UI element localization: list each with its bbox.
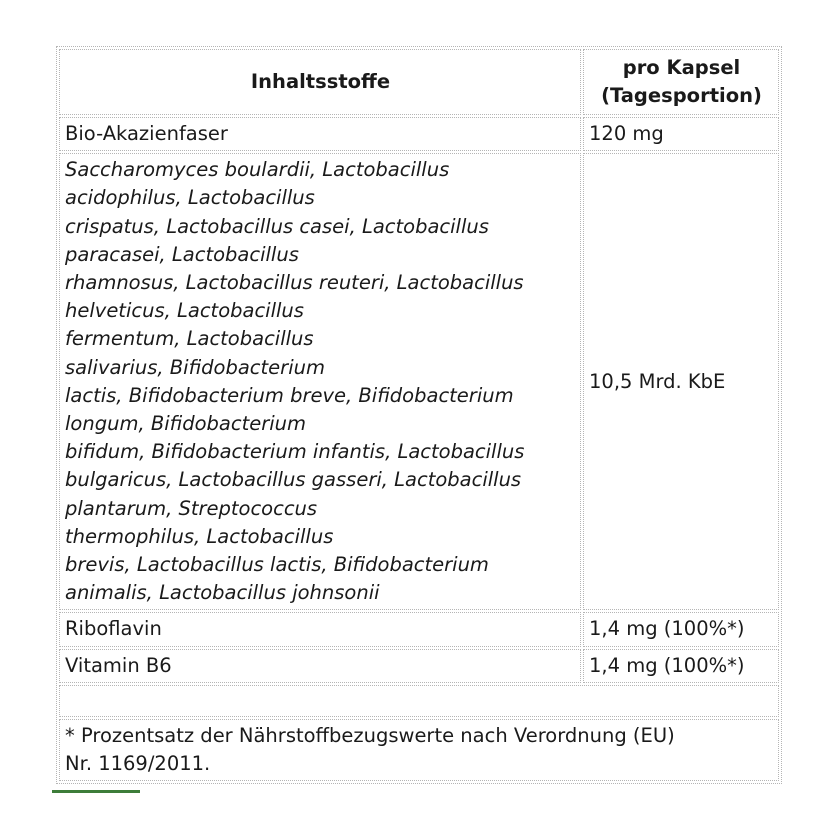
ingredient-value: 10,5 Mrd. KbE [583, 153, 779, 610]
footnote-line: * Prozentsatz der Nährstoffbezugswerte nach Verordnung (EU) [65, 723, 675, 747]
ingredient-name: Vitamin B6 [59, 649, 581, 683]
header-ingredients-label: Inhaltsstoffe [250, 69, 391, 93]
culture-line: animalis, Lactobacillus johnsonii [65, 581, 380, 605]
table-row [59, 649, 779, 683]
ingredient-value: 1,4 mg (100%*) [583, 612, 779, 646]
ingredient-name-cultures [59, 153, 581, 610]
culture-line: bifidum, Bifidobacterium infantis, Lactobacillus [65, 440, 525, 464]
culture-line: longum, Bifidobacterium [65, 412, 307, 436]
culture-line: thermophilus, Lactobacillus [65, 524, 334, 548]
footnote-row [59, 719, 779, 781]
ingredient-value: 120 mg [583, 117, 779, 151]
ingredient-name: Bio-Akazienfaser [59, 117, 581, 151]
header-per-capsule [583, 49, 779, 115]
empty-cell [59, 685, 779, 717]
footnote [59, 719, 779, 781]
table-row [59, 153, 779, 610]
culture-line: Saccharomyces boulardii, Lactobacillus [65, 158, 450, 182]
nutrition-table [56, 46, 782, 784]
table-row [59, 612, 779, 646]
table-header-row [59, 49, 779, 115]
table-row [59, 117, 779, 151]
accent-bar [52, 790, 140, 793]
header-per-capsule-line1: pro Kapsel [622, 55, 741, 79]
culture-line: bulgaricus, Lactobacillus gasseri, Lactobacillus [65, 468, 522, 492]
culture-line: fermentum, Lactobacillus [65, 327, 314, 351]
ingredient-name: Riboflavin [59, 612, 581, 646]
header-per-capsule-line2: (Tagesportion) [601, 84, 762, 107]
culture-line: lactis, Bifidobacterium breve, Bifidobacterium [65, 383, 514, 407]
culture-line: brevis, Lactobacillus lactis, Bifidobacterium [65, 553, 489, 577]
culture-line: rhamnosus, Lactobacillus reuteri, Lactobacillus [65, 271, 524, 295]
culture-line: acidophilus, Lactobacillus [65, 186, 315, 210]
culture-line: plantarum, Streptococcus [65, 496, 318, 520]
footnote-line: Nr. 1169/2011. [65, 752, 211, 776]
empty-row [59, 685, 779, 717]
ingredient-value: 1,4 mg (100%*) [583, 649, 779, 683]
culture-line: salivarius, Bifidobacterium [65, 355, 325, 379]
header-ingredients [59, 49, 581, 115]
culture-line: paracasei, Lactobacillus [65, 242, 299, 266]
culture-line: crispatus, Lactobacillus casei, Lactobacillus [65, 214, 489, 238]
culture-line: helveticus, Lactobacillus [65, 299, 304, 323]
